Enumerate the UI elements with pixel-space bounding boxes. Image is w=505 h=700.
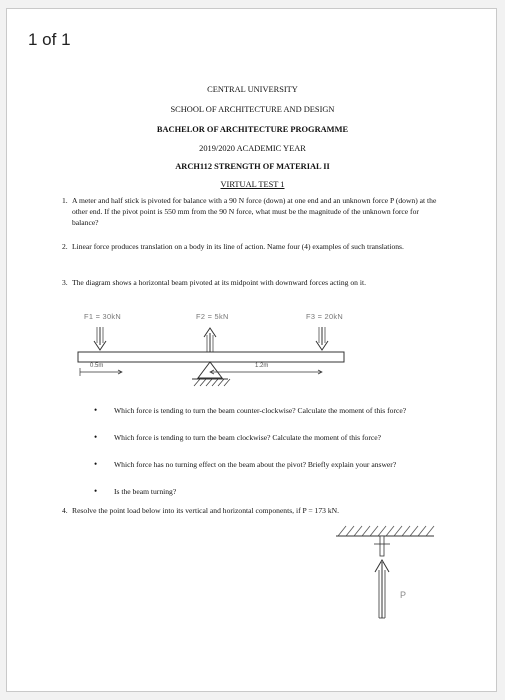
- academic-year: 2019/2020 ACADEMIC YEAR: [199, 144, 306, 153]
- bullet-icon: •: [94, 486, 98, 496]
- bullet-item-2: • Which force is tending to turn the beam clockwise? Calculate the moment of this force?: [94, 432, 381, 442]
- question-3: [62, 277, 442, 288]
- dimension-right-label: 1.2m: [255, 363, 269, 369]
- course-title: ARCH112 STRENGTH OF MATERIAL II: [175, 162, 330, 171]
- question-text: The diagram shows a horizontal beam pivoted at its midpoint with downward forces acting on it.: [72, 278, 366, 287]
- question-text: Linear force produces translation on a body in its line of action. Name four (4) examples of such translations.: [72, 242, 404, 251]
- dimension-left-label: 0.5m: [90, 363, 104, 369]
- bullet-icon: •: [94, 432, 98, 442]
- bullet-item-1: • Which force is tending to turn the beam counter-clockwise? Calculate the moment of this force?: [94, 405, 407, 415]
- point-load-label: P: [400, 590, 407, 600]
- beam-diagram: [70, 312, 370, 390]
- question-text: A meter and half stick is pivoted for balance with a 90 N force (down) at one end and an unknown force P (down) at the other end. If the pivot point is 550 mm from the 90 N force, what must be the magnitude of the unknown force for balance?: [72, 196, 437, 227]
- force-label-f2: F2 = 5kN: [196, 312, 229, 321]
- question-number: 3.: [62, 278, 68, 287]
- question-1: [62, 195, 442, 228]
- bullet-icon: •: [94, 459, 98, 469]
- beam: [78, 352, 344, 362]
- pivot-support: [192, 362, 230, 386]
- force-arrow-f3: [316, 327, 328, 350]
- question-number: 1.: [62, 196, 68, 205]
- question-2: [62, 241, 442, 252]
- bullet-item-4: • Is the beam turning?: [94, 486, 177, 496]
- question-number: 4.: [62, 506, 68, 515]
- question-4: [62, 505, 462, 516]
- test-title: VIRTUAL TEST 1: [220, 180, 285, 189]
- force-label-f1: F1 = 30kN: [84, 312, 122, 321]
- point-load-diagram: [330, 520, 440, 630]
- university-name: CENTRAL UNIVERSITY: [207, 85, 298, 94]
- force-arrow-f2: [204, 328, 216, 352]
- page-counter: 1 of 1: [28, 30, 71, 49]
- point-load-arrow: [375, 560, 389, 618]
- force-label-f3: F3 = 20kN: [306, 312, 344, 321]
- school-name: SCHOOL OF ARCHITECTURE AND DESIGN: [170, 105, 335, 114]
- programme-name: BACHELOR OF ARCHITECTURE PROGRAMME: [156, 125, 349, 134]
- bullet-item-3: • Which force has no turning effect on the beam about the pivot? Briefly explain your answer?: [94, 459, 397, 469]
- force-arrow-f1: [94, 327, 106, 350]
- bullet-icon: •: [94, 405, 98, 415]
- question-number: 2.: [62, 242, 68, 251]
- question-text: Resolve the point load below into its vertical and horizontal components, if P = 173 kN.: [72, 506, 339, 515]
- beam-drawing: [70, 312, 370, 390]
